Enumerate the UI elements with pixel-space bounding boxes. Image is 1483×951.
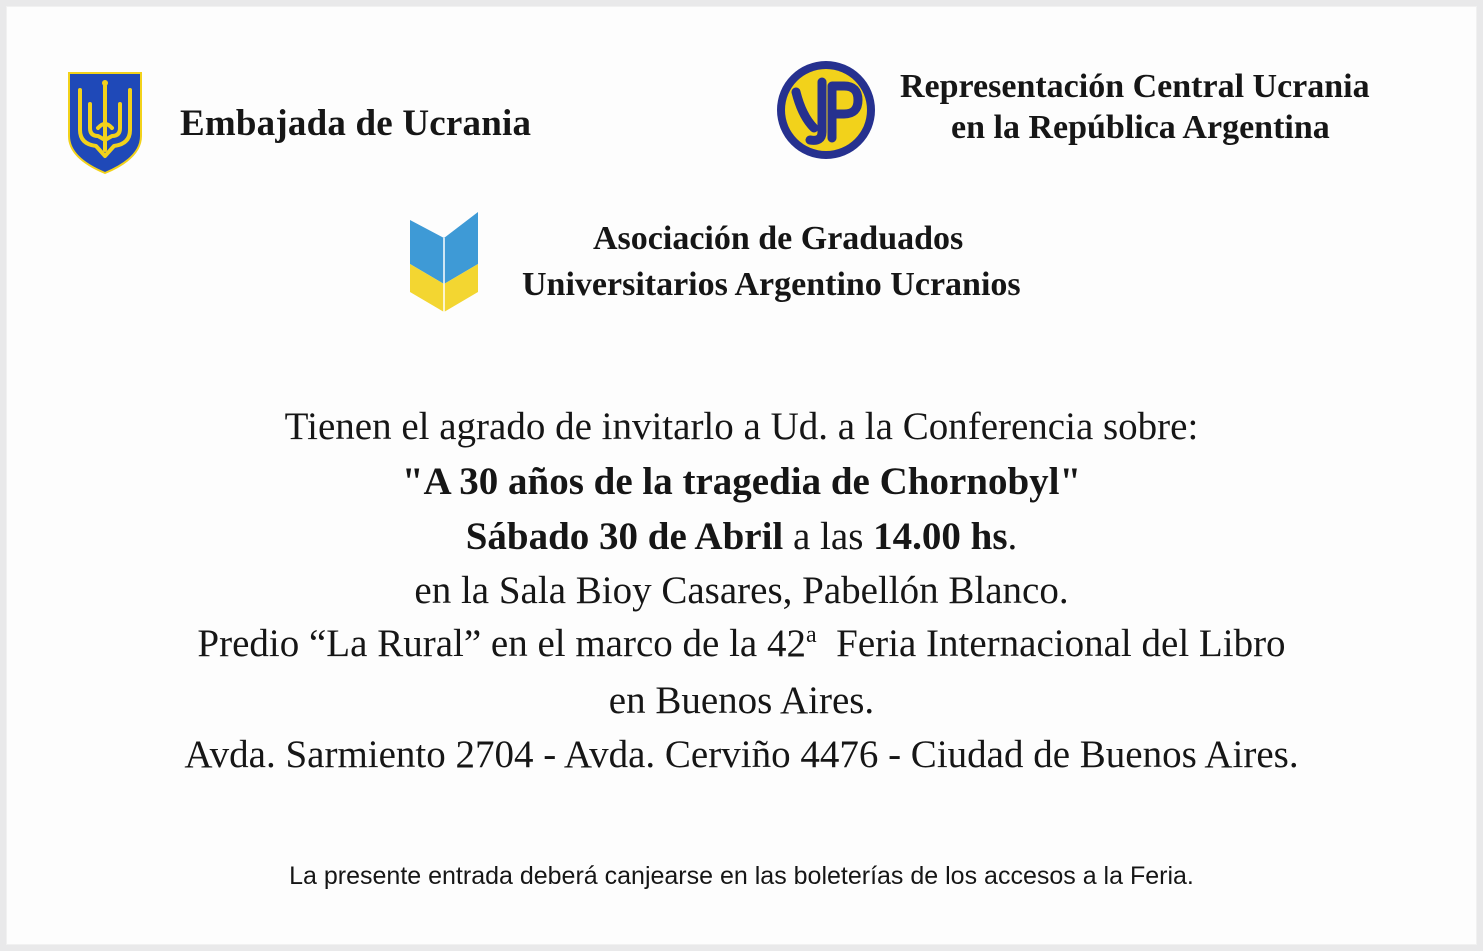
fair-suffix: Feria Internacional del Libro (836, 622, 1286, 665)
ukrainian-trident-icon (66, 70, 144, 176)
venue-line: en la Sala Bioy Casares, Pabellón Blanco. (414, 569, 1069, 612)
blue-yellow-book-icon (408, 210, 480, 314)
entry-exchange-note: La presente entrada deberá canjearse en las boleterías de los accesos a la Feria. (289, 862, 1194, 890)
association-name-line1: Asociación de Graduados (593, 220, 964, 257)
invitation-card (6, 6, 1477, 945)
fair-ordinal: a (806, 622, 817, 648)
fair-line (6, 621, 1477, 666)
rcu-monogram-icon (774, 58, 878, 162)
event-date: Sábado 30 de Abril (465, 515, 784, 558)
conference-title: "A 30 años de la tragedia de Chornobyl" (401, 460, 1082, 503)
date-time-line (6, 514, 1477, 559)
embassy-name: Embajada de Ucrania (180, 103, 532, 144)
time-suffix: . (1007, 515, 1018, 558)
invitation-intro: Tienen el agrado de invitarlo a Ud. a la Conferencia sobre: (284, 405, 1199, 448)
city-line: en Buenos Aires. (608, 679, 875, 722)
time-prefix: a las (793, 515, 864, 558)
event-time: 14.00 hs (873, 515, 1008, 558)
association-name-line2: Universitarios Argentino Ucranios (522, 266, 1021, 303)
address-line: Avda. Sarmiento 2704 - Avda. Cerviño 4476 - Ciudad de Buenos Aires. (184, 733, 1299, 776)
representation-name-line2: en la República Argentina (951, 109, 1330, 146)
representation-name-line1: Representación Central Ucrania (900, 68, 1370, 105)
fair-prefix: Predio “La Rural” en el marco de la 42 (197, 622, 806, 665)
